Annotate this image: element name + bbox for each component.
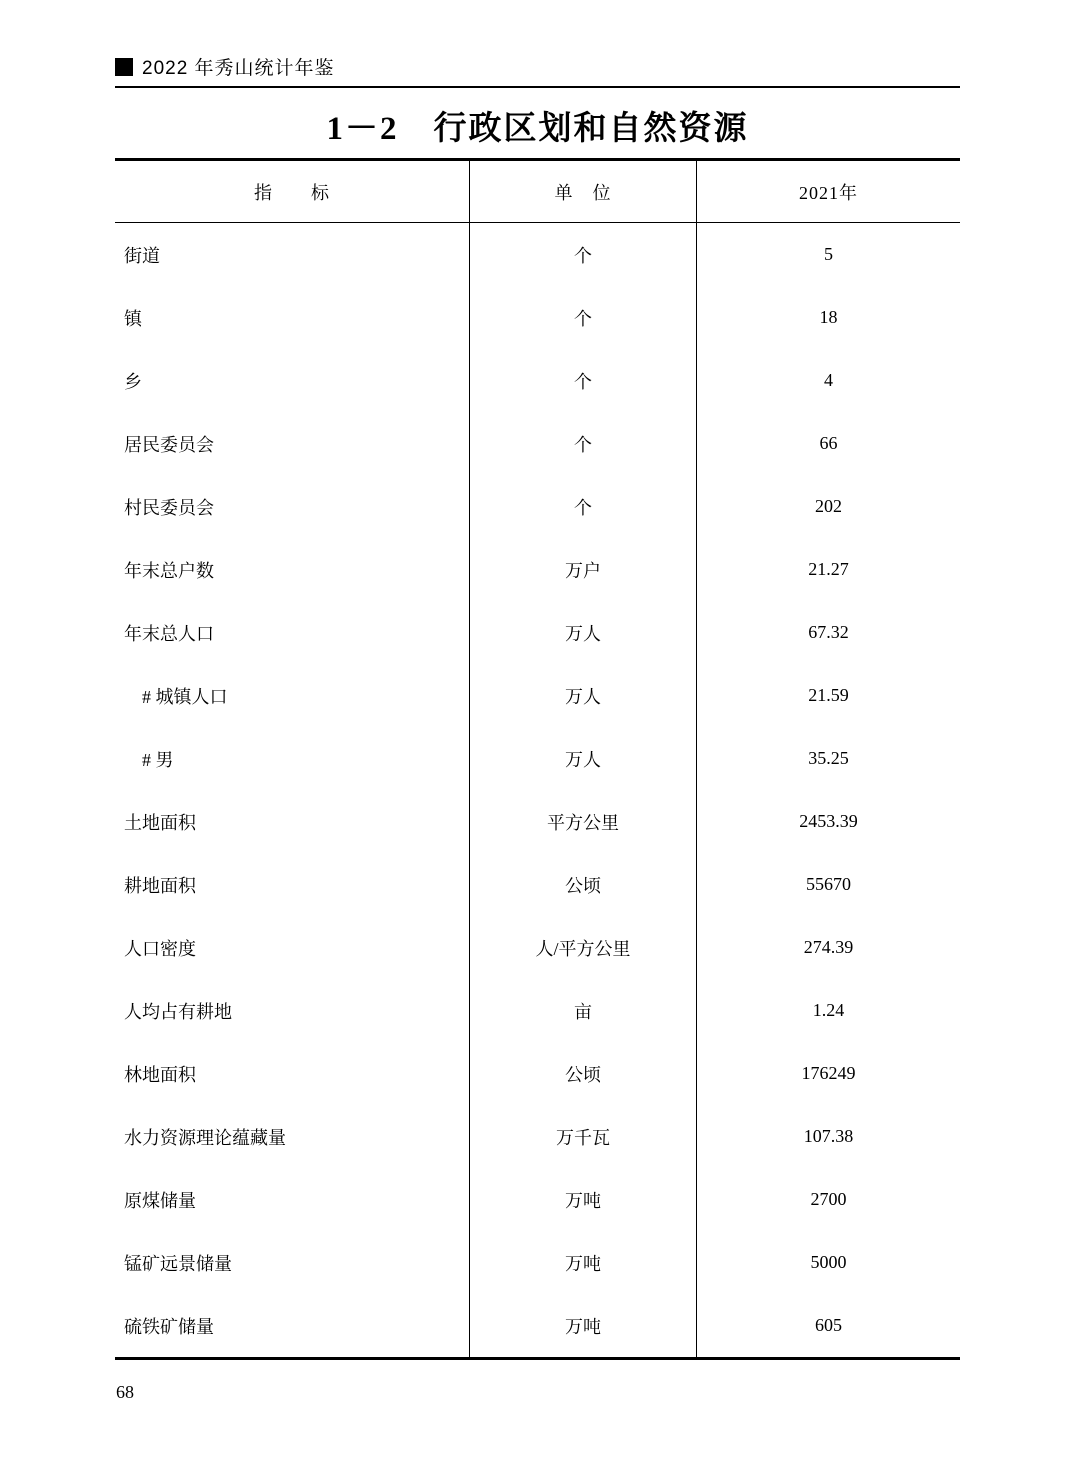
unit-cell: 公顷	[470, 853, 697, 916]
table-body	[115, 223, 960, 1357]
unit-cell: 万人	[470, 601, 697, 664]
unit-cell: 平方公里	[470, 790, 697, 853]
table-row	[115, 790, 960, 853]
indicator-cell: 人口密度	[115, 916, 470, 979]
indicator-cell: 耕地面积	[115, 853, 470, 916]
indicator-cell: 硫铁矿储量	[115, 1294, 470, 1357]
unit-cell: 万吨	[470, 1294, 697, 1357]
table-row	[115, 727, 960, 790]
header-square-icon	[115, 58, 133, 76]
running-header	[115, 53, 960, 80]
table-row	[115, 853, 960, 916]
statistics-table	[115, 158, 960, 1360]
column-header-unit: 单 位	[470, 161, 697, 222]
indicator-cell: 年末总人口	[115, 601, 470, 664]
table-row	[115, 349, 960, 412]
value-cell: 66	[819, 433, 838, 453]
indicator-cell: 居民委员会	[115, 412, 470, 475]
unit-cell: 万户	[470, 538, 697, 601]
column-header-indicator: 指 标	[115, 161, 470, 222]
unit-cell: 万吨	[470, 1231, 697, 1294]
unit-cell: 个	[470, 286, 697, 349]
unit-cell: 亩	[470, 979, 697, 1042]
indicator-cell: 人均占有耕地	[115, 979, 470, 1042]
value-cell: 55670	[806, 874, 851, 894]
column-header-year: 2021年	[799, 182, 858, 203]
table-row	[115, 286, 960, 349]
table-row	[115, 1168, 960, 1231]
unit-cell: 个	[470, 223, 697, 286]
table-row	[115, 223, 960, 286]
indicator-cell: 水力资源理论蕴藏量	[115, 1105, 470, 1168]
value-cell: 202	[815, 496, 842, 516]
indicator-cell: # 城镇人口	[115, 664, 470, 727]
value-cell: 2453.39	[799, 811, 858, 831]
table-header-row	[115, 161, 960, 223]
unit-cell: 个	[470, 475, 697, 538]
indicator-cell: 林地面积	[115, 1042, 470, 1105]
page-number: 68	[116, 1382, 134, 1402]
unit-cell: 万吨	[470, 1168, 697, 1231]
running-header-text: 2022 年秀山统计年鉴	[142, 58, 335, 79]
table-row	[115, 412, 960, 475]
table-row	[115, 1231, 960, 1294]
table-row	[115, 916, 960, 979]
value-cell: 18	[819, 307, 838, 327]
value-cell: 176249	[801, 1063, 856, 1083]
unit-cell: 万千瓦	[470, 1105, 697, 1168]
table-row	[115, 475, 960, 538]
unit-cell: 个	[470, 349, 697, 412]
value-cell: 274.39	[803, 937, 854, 957]
table-row	[115, 1294, 960, 1357]
indicator-cell: # 男	[115, 727, 470, 790]
page-title: 1－2 行政区划和自然资源	[326, 111, 749, 147]
value-cell: 4	[824, 370, 833, 390]
unit-cell: 万人	[470, 664, 697, 727]
indicator-cell: 村民委员会	[115, 475, 470, 538]
value-cell: 107.38	[803, 1126, 854, 1146]
indicator-cell: 街道	[115, 223, 470, 286]
indicator-cell: 土地面积	[115, 790, 470, 853]
value-cell: 1.24	[812, 1000, 845, 1020]
table-row	[115, 1042, 960, 1105]
value-cell: 5	[824, 244, 833, 264]
indicator-cell: 乡	[115, 349, 470, 412]
unit-cell: 人/平方公里	[470, 916, 697, 979]
indicator-cell: 镇	[115, 286, 470, 349]
unit-cell: 万人	[470, 727, 697, 790]
table-row	[115, 1105, 960, 1168]
value-cell: 21.27	[808, 559, 849, 579]
header-rule	[115, 86, 960, 88]
value-cell: 5000	[810, 1252, 847, 1272]
value-cell: 21.59	[808, 685, 849, 705]
indicator-cell: 锰矿远景储量	[115, 1231, 470, 1294]
table-row	[115, 601, 960, 664]
table-row	[115, 979, 960, 1042]
unit-cell: 公顷	[470, 1042, 697, 1105]
table-row	[115, 664, 960, 727]
value-cell: 2700	[810, 1189, 847, 1209]
unit-cell: 个	[470, 412, 697, 475]
value-cell: 67.32	[808, 622, 849, 642]
indicator-cell: 原煤储量	[115, 1168, 470, 1231]
indicator-cell: 年末总户数	[115, 538, 470, 601]
table-row	[115, 538, 960, 601]
value-cell: 35.25	[808, 748, 849, 768]
value-cell: 605	[815, 1315, 842, 1335]
